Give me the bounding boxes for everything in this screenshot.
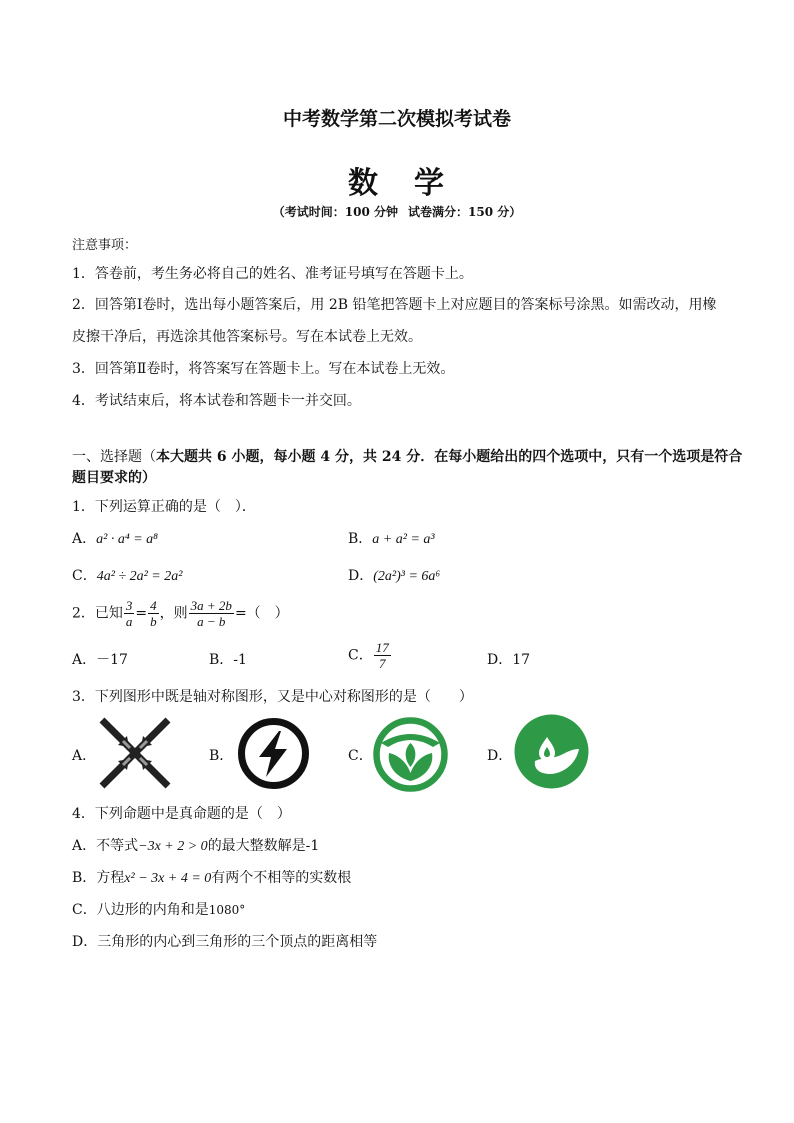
q1-d-expr: (2a²)³ = 6a⁶ [373, 569, 441, 584]
q4-option-a: A．不等式−3x + 2 > 0的最大整数解是-1 [72, 838, 320, 854]
q3-stem: 3．下列图形中既是轴对称图形，又是中心对称图形的是（ ） [72, 689, 473, 705]
q3-option-a-label: A． [72, 748, 97, 764]
note-2b: 皮擦干净后，再选涂其他答案标号。写在本试卷上无效。 [72, 329, 422, 345]
section-prefix: 一、选择题（ [72, 449, 156, 465]
q4-option-b: B．方程x² − 3x + 4 = 0有两个不相等的实数根 [72, 870, 352, 886]
q1-option-c: C．4a² ÷ 2a² = 2a² [72, 568, 183, 584]
exam-title: 中考数学第二次模拟考试卷 [282, 108, 511, 130]
q2-fraction-2: $\frac{4}{b}$ [150, 598, 157, 629]
green-food-emblem-icon [373, 717, 448, 792]
section-desc-2: 题目要求的） [72, 470, 156, 486]
exam-time: （考试时间：100 分钟 [272, 205, 398, 219]
exam-meta [0, 203, 794, 220]
q1-a-expr: a² · a⁴ = a⁸ [96, 532, 159, 547]
q4-option-d: D．三角形的内心到三角形的三个顶点的距离相等 [72, 934, 378, 950]
q4-a-expr: −3x + 2 > 0 [138, 839, 208, 854]
exam-score: 试卷满分：150 分） [408, 205, 522, 219]
subject-heading [0, 158, 794, 202]
section-desc-1: 本大题共 6 小题，每小题 4 分，共 24 分．在每小题给出的四个选项中，只有一个选项是符合 [156, 449, 743, 465]
q2-option-c: C． $\frac{17}{7}$ [348, 640, 389, 671]
note-1: 1．答卷前，考生务必将自己的姓名、准考证号填写在答题卡上。 [72, 266, 473, 282]
water-drop-logo-icon [513, 713, 590, 790]
subject-char-1: 数 [348, 166, 380, 201]
four-arrows-icon [99, 717, 171, 789]
note-4: 4．考试结束后，将本试卷和答题卡一并交回。 [72, 393, 361, 409]
q4-b-expr: x² − 3x + 4 = 0 [124, 871, 212, 886]
subject-char-2: 学 [414, 166, 446, 201]
q1-option-a: A．a² · a⁴ = a⁸ [72, 531, 159, 547]
q1-option-b: B．a + a² = a³ [348, 531, 435, 547]
note-3: 3．回答第Ⅱ卷时，将答案写在答题卡上。写在本试卷上无效。 [72, 361, 455, 377]
q4-c-value: 1080° [208, 903, 246, 917]
q1-c-expr: 4a² ÷ 2a² = 2a² [96, 569, 183, 584]
q3-option-c-label: C． [348, 748, 373, 764]
q2-option-d: D．17 [487, 652, 531, 668]
q2-c-fraction: $\frac{17}{7}$ [375, 640, 389, 671]
q1-b-expr: a + a² = a³ [372, 532, 435, 547]
q3-option-d-label: D． [487, 748, 513, 764]
section-heading [72, 446, 742, 466]
lightning-bolt-icon [237, 717, 310, 790]
q2-stem: 2．已知 $\frac{3}{a}$ = $\frac{4}{b}$ ，则 $\frac{3a + 2b}{a - b}$ =（ ） [72, 598, 289, 629]
note-2a: 2．回答第Ⅰ卷时，选出每小题答案后，用 2B 铅笔把答题卡上对应题目的答案标号涂黑。如需改动，用橡 [72, 297, 717, 313]
q3-option-b-label: B． [209, 748, 234, 764]
notes-heading: 注意事项： [72, 238, 138, 253]
q1-stem: 1．下列运算正确的是（ ）． [72, 499, 256, 515]
q1-option-d: D．(2a²)³ = 6a⁶ [348, 568, 441, 584]
q4-option-c: C．八边形的内角和是1080° [72, 902, 246, 918]
q2-option-b: B．-1 [209, 652, 247, 668]
q4-stem: 4．下列命题中是真命题的是（ ） [72, 806, 291, 822]
q2-fraction-3: $\frac{3a + 2b}{a - b}$ [190, 598, 232, 629]
q2-fraction-1: $\frac{3}{a}$ [125, 598, 133, 629]
q2-option-a: A．－17 [72, 652, 128, 668]
